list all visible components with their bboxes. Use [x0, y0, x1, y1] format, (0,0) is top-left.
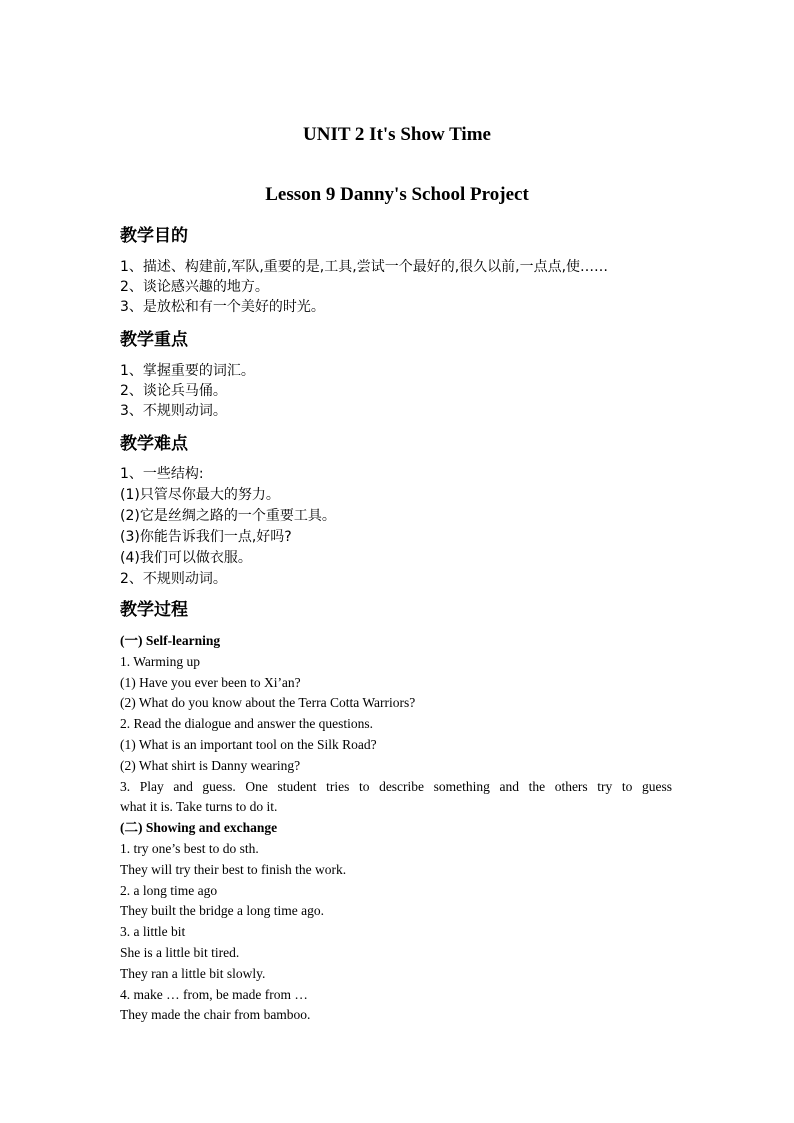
- process-line: They ran a little bit slowly.: [120, 966, 266, 981]
- process-line: (2) What do you know about the Terra Cotta Warriors?: [120, 695, 416, 710]
- difficulty-item: 2、不规则动词。: [120, 571, 227, 587]
- process-line: 4. make … from, be made from …: [120, 987, 308, 1002]
- process-line: They made the chair from bamboo.: [120, 1007, 311, 1022]
- process-line: 3. a little bit: [120, 924, 186, 939]
- process-heading: 教学过程: [120, 600, 188, 620]
- process-line: 2. a long time ago: [120, 883, 218, 898]
- objectives-heading: 教学目的: [120, 226, 188, 246]
- objective-item: 2、谈论感兴趣的地方。: [120, 279, 269, 295]
- process-line: 1. Warming up: [120, 654, 201, 669]
- difficulty-item: 1、一些结构:: [120, 466, 204, 482]
- objective-item: 3、是放松和有一个美好的时光。: [120, 299, 325, 315]
- process-line: (1) What is an important tool on the Silk Road?: [120, 737, 377, 752]
- section-showing-exchange-title: (二) Showing and exchange: [120, 820, 278, 835]
- process-line: They built the bridge a long time ago.: [120, 903, 324, 918]
- process-line: (2) What shirt is Danny wearing?: [120, 758, 301, 773]
- difficulty-item: (3)你能告诉我们一点,好吗?: [120, 529, 292, 545]
- process-line: 1. try one’s best to do sth.: [120, 841, 259, 856]
- key-point-item: 2、谈论兵马俑。: [120, 383, 227, 399]
- key-point-item: 1、掌握重要的词汇。: [120, 363, 255, 379]
- process-line: what it is. Take turns to do it.: [120, 799, 278, 814]
- unit-title: UNIT 2 It's Show Time: [303, 124, 491, 145]
- process-line: 3. Play and guess. One student tries to describe something and the others try to guess: [120, 779, 672, 794]
- key-point-item: 3、不规则动词。: [120, 403, 227, 419]
- difficulty-item: (2)它是丝绸之路的一个重要工具。: [120, 508, 336, 524]
- process-line: They will try their best to finish the work.: [120, 862, 347, 877]
- process-line: She is a little bit tired.: [120, 945, 240, 960]
- lesson-title: Lesson 9 Danny's School Project: [265, 184, 529, 205]
- key-points-heading: 教学重点: [120, 330, 188, 350]
- difficulties-heading: 教学难点: [120, 434, 188, 454]
- process-line: 2. Read the dialogue and answer the questions.: [120, 716, 374, 731]
- section-self-learning-title: (一) Self-learning: [120, 633, 221, 648]
- difficulty-item: (4)我们可以做衣服。: [120, 550, 252, 566]
- process-line: (1) Have you ever been to Xi’an?: [120, 675, 301, 690]
- difficulty-item: (1)只管尽你最大的努力。: [120, 487, 280, 503]
- objective-item: 1、描述、构建前,军队,重要的是,工具,尝试一个最好的,很久以前,一点点,使……: [120, 259, 609, 275]
